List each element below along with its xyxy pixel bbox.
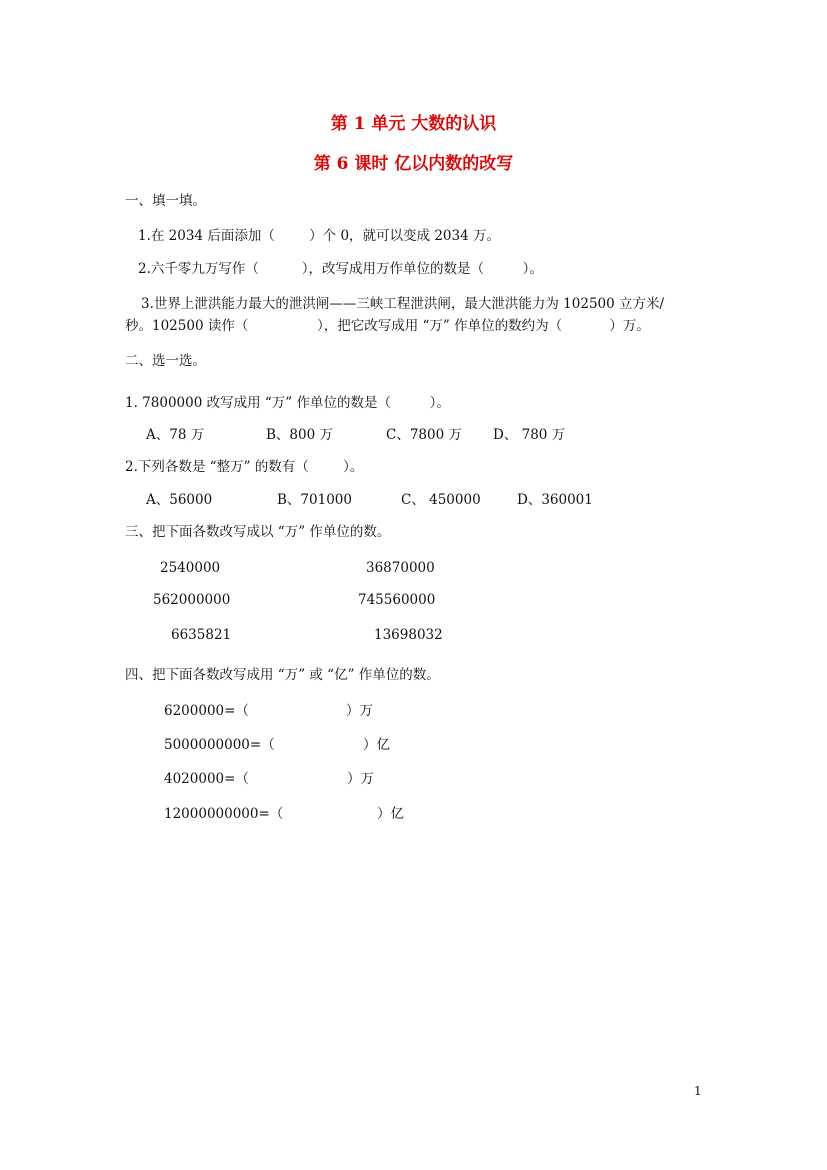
q2-option-a: A、56000 <box>146 492 213 508</box>
section1-question-2: 2.六千零九万写作（ ），改写成用万作单位的数是（ ）。 <box>138 261 543 277</box>
number-item: 562000000 <box>153 592 231 608</box>
number-item: 745560000 <box>358 592 436 608</box>
q2-option-b: B、701000 <box>277 492 352 508</box>
section1-heading: 一、填一填。 <box>125 193 206 209</box>
q1-option-c: C、7800 万 <box>386 427 462 443</box>
q2-option-c: C、 450000 <box>401 492 481 508</box>
number-item: 36870000 <box>366 560 435 576</box>
conversion-right: ）万 <box>347 771 374 787</box>
section1-question-3-line2: 秒。102500 读作（ ），把它改写成用 “万” 作单位的数约为（ ）万。 <box>125 318 650 334</box>
number-item: 2540000 <box>160 560 221 576</box>
lesson-title: 第 6 课时 亿以内数的改写 <box>313 154 514 174</box>
page-number: 1 <box>694 1084 702 1098</box>
conversion-right: ）万 <box>346 703 373 719</box>
q1-option-b: B、800 万 <box>266 427 333 443</box>
section1-question-3-line1: 3.世界上泄洪能力最大的泄洪闸——三峡工程泄洪闸，最大泄洪能力为 102500 立方米/ <box>141 296 665 312</box>
conversion-left: 12000000000=（ <box>164 806 284 822</box>
conversion-left: 6200000=（ <box>164 703 249 719</box>
conversion-right: ）亿 <box>363 737 390 753</box>
section2-question-2: 2.下列各数是 “整万” 的数有（ ）。 <box>125 459 364 475</box>
conversion-right: ）亿 <box>377 806 404 822</box>
section3-heading: 三、把下面各数改写成以 “万” 作单位的数。 <box>125 524 391 540</box>
number-item: 6635821 <box>171 627 232 643</box>
section1-question-1: 1.在 2034 后面添加（ ）个 0，就可以变成 2034 万。 <box>138 228 500 244</box>
section2-question-1: 1. 7800000 改写成用 “万” 作单位的数是（ ）。 <box>125 395 450 411</box>
q1-option-d: D、 780 万 <box>493 427 566 443</box>
conversion-left: 4020000=（ <box>164 771 249 787</box>
q1-option-a: A、78 万 <box>146 427 205 443</box>
q2-option-d: D、360001 <box>517 492 593 508</box>
number-item: 13698032 <box>374 627 443 643</box>
unit-title: 第 1 单元 大数的认识 <box>330 114 497 134</box>
section4-heading: 四、把下面各数改写成用 “万” 或 “亿” 作单位的数。 <box>125 667 440 683</box>
conversion-left: 5000000000=（ <box>164 737 275 753</box>
section2-heading: 二、选一选。 <box>125 353 206 369</box>
